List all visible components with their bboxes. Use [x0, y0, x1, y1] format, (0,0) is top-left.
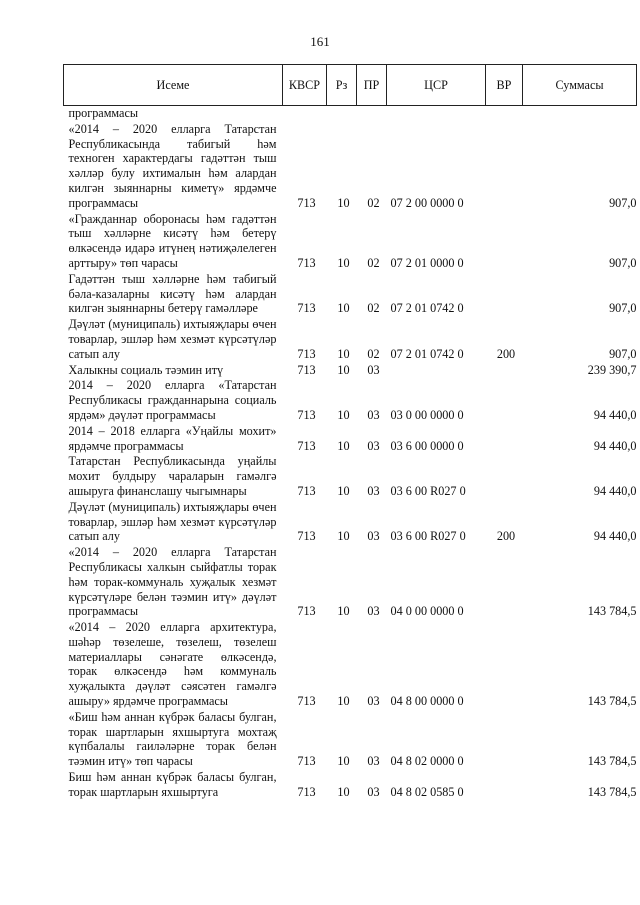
cell-csr: 03 0 00 0000 0 — [390, 407, 464, 422]
cell-kvsr: 713 — [297, 195, 316, 210]
cell-rz: 10 — [337, 438, 350, 453]
cell-vr — [486, 271, 523, 316]
table-row — [64, 316, 637, 361]
cell-kvsr: 713 — [297, 483, 316, 498]
cell-pr: 03 — [367, 694, 380, 709]
cell-pr — [357, 106, 387, 121]
cell-name: «Биш һәм аннан күбрәк баласы булган, торак шартларын яхшыртуга мохтаҗ күпбалалы гаиләләрне торак белән тәэмин итү» төп чарасы — [68, 709, 277, 769]
cell-rz: 10 — [337, 407, 350, 422]
cell-sum: 143 784,5 — [587, 784, 637, 799]
cell-pr: 03 — [367, 362, 380, 377]
cell-rz: 10 — [337, 362, 350, 377]
table-row — [64, 544, 637, 619]
cell-name: Биш һәм аннан күбрәк баласы булган, торак шартларын яхшыртуга — [68, 770, 277, 799]
table-row — [64, 709, 637, 769]
cell-name: Гадәттән тыш хәлләрне һәм табигый бәла-казаларны кисәтү һәм алардан килгән зыяннарны бетерү гамәлләре — [68, 271, 277, 316]
cell-kvsr: 713 — [297, 362, 316, 377]
cell-name: 2014 – 2020 елларга «Татарстан Республикасы гражданнарына социаль ярдәм» дәүләт программасы — [68, 378, 277, 422]
cell-pr: 03 — [367, 784, 380, 799]
header-vr: ВР — [486, 65, 523, 106]
table-row — [64, 499, 637, 544]
cell-csr: 07 2 01 0742 0 — [390, 346, 464, 361]
header-csr: ЦСР — [387, 65, 486, 106]
cell-rz: 10 — [337, 604, 350, 619]
cell-rz: 10 — [337, 195, 350, 210]
budget-table — [63, 64, 637, 800]
table-row — [64, 619, 637, 709]
cell-csr — [387, 362, 486, 378]
cell-sum: 94 440,0 — [593, 407, 637, 422]
cell-rz: 10 — [337, 346, 350, 361]
cell-vr — [486, 121, 523, 211]
cell-rz: 10 — [337, 754, 350, 769]
cell-kvsr: 713 — [297, 255, 316, 270]
cell-vr — [486, 769, 523, 800]
cell-sum: 143 784,5 — [587, 754, 637, 769]
cell-name: Дәүләт (муниципаль) ихтыяҗлары өчен товарлар, эшләр һәм хезмәт күрсәтүләр сатып алу — [68, 499, 277, 544]
cell-pr: 02 — [367, 255, 380, 270]
cell-vr — [486, 709, 523, 769]
cell-name: 2014 – 2018 елларга «Уңайлы мохит» ярдәмче программасы — [68, 423, 277, 453]
cell-rz: 10 — [337, 529, 350, 544]
cell-rz — [327, 106, 357, 121]
cell-sum: 907,0 — [609, 301, 637, 316]
cell-csr: 04 8 02 0585 0 — [390, 784, 464, 799]
cell-name: «2014 – 2020 елларга архитектура, шәһәр төзелеше, төзелеш, төзелеш материаллары сәнәгате өлкәсендә, торак өлкәсендә һәм коммуналь хуҗалыкта дәүләт сәясәтен гамәлгә ашыру» ярдәмче программасы — [68, 620, 277, 709]
cell-kvsr: 713 — [297, 529, 316, 544]
cell-name: «2014 – 2020 елларга Татарстан Республикасы халкын сыйфатлы торак һәм торак-коммуналь хуҗалык хезмәт күрсәтүләре белән тәэмин итү» дәүләт программасы — [68, 545, 277, 619]
cell-sum: 907,0 — [609, 195, 637, 210]
cell-csr — [387, 106, 486, 121]
cell-pr: 03 — [367, 754, 380, 769]
cell-sum: 907,0 — [609, 255, 637, 270]
table-row — [64, 423, 637, 454]
cell-kvsr: 713 — [297, 346, 316, 361]
cell-pr: 02 — [367, 301, 380, 316]
cell-sum: 94 440,0 — [593, 483, 637, 498]
cell-csr: 03 6 00 0000 0 — [390, 438, 464, 453]
header-pr: ПР — [357, 65, 387, 106]
cell-pr: 03 — [367, 438, 380, 453]
table-header-row — [64, 65, 637, 106]
cell-sum — [523, 106, 637, 121]
cell-vr: 200 — [496, 529, 516, 544]
cell-csr: 07 2 00 0000 0 — [390, 195, 464, 210]
cell-kvsr: 713 — [297, 438, 316, 453]
cell-vr — [486, 106, 523, 121]
cell-kvsr: 713 — [297, 784, 316, 799]
header-name: Исеме — [64, 65, 283, 106]
cell-rz: 10 — [337, 255, 350, 270]
cell-sum: 143 784,5 — [587, 604, 637, 619]
cell-sum: 143 784,5 — [587, 694, 637, 709]
cell-name: «Гражданнар оборонасы һәм гадәттән тыш хәлләрне кисәтү һәм бетерү өлкәсендә идарә итүнең нәтиҗәлелеген арттыру» төп чарасы — [68, 211, 277, 270]
page-number: 161 — [310, 34, 330, 49]
cell-pr: 03 — [367, 529, 380, 544]
cell-csr: 03 6 00 R027 0 — [390, 483, 466, 498]
cell-name: Дәүләт (муниципаль) ихтыяҗлары өчен товарлар, эшләр һәм хезмәт күрсәтүләр сатып алу — [68, 317, 277, 361]
table-row — [64, 121, 637, 211]
cell-vr: 200 — [496, 346, 516, 361]
cell-kvsr — [283, 106, 327, 121]
cell-csr: 07 2 01 0000 0 — [390, 255, 464, 270]
table-row — [64, 271, 637, 316]
cell-name: программасы — [68, 106, 139, 120]
cell-csr: 04 8 00 0000 0 — [390, 694, 464, 709]
table-row — [64, 362, 637, 378]
cell-vr — [486, 619, 523, 709]
cell-kvsr: 713 — [297, 694, 316, 709]
cell-rz: 10 — [337, 301, 350, 316]
cell-vr — [486, 544, 523, 619]
cell-kvsr: 713 — [297, 407, 316, 422]
cell-name: «2014 – 2020 елларга Татарстан Республикасында табигый һәм техноген характердагы гадәттән тыш хәлләр булу ихтималын һәм алардан килгән зыяннарны киметү» ярдәмче программасы — [68, 121, 277, 210]
cell-name: Татарстан Республикасында уңайлы мохит булдыру чараларын гамәлгә ашыруга финанслашу чыгымнары — [68, 454, 277, 498]
cell-kvsr: 713 — [297, 604, 316, 619]
header-rz: Рз — [327, 65, 357, 106]
cell-vr — [486, 453, 523, 498]
table-row — [64, 377, 637, 422]
cell-name: Халыкны социаль тәэмин итү — [68, 362, 224, 377]
cell-rz: 10 — [337, 784, 350, 799]
table-row — [64, 769, 637, 800]
cell-csr: 04 8 02 0000 0 — [390, 754, 464, 769]
cell-vr — [486, 362, 523, 378]
cell-vr — [486, 377, 523, 422]
cell-sum: 907,0 — [609, 346, 637, 361]
cell-sum: 239 390,7 — [587, 362, 637, 377]
cell-pr: 03 — [367, 483, 380, 498]
table-row — [64, 106, 637, 121]
header-kvsr: КВСР — [283, 65, 327, 106]
cell-pr: 02 — [367, 346, 380, 361]
cell-sum: 94 440,0 — [593, 529, 637, 544]
cell-csr: 07 2 01 0742 0 — [390, 301, 464, 316]
header-sum: Суммасы — [523, 65, 637, 106]
cell-kvsr: 713 — [297, 754, 316, 769]
cell-vr — [486, 211, 523, 271]
cell-vr — [486, 423, 523, 454]
cell-pr: 02 — [367, 195, 380, 210]
cell-pr: 03 — [367, 604, 380, 619]
table-row — [64, 211, 637, 271]
cell-csr: 03 6 00 R027 0 — [390, 529, 466, 544]
cell-rz: 10 — [337, 483, 350, 498]
cell-csr: 04 0 00 0000 0 — [390, 604, 464, 619]
cell-pr: 03 — [367, 407, 380, 422]
cell-kvsr: 713 — [297, 301, 316, 316]
table-row — [64, 453, 637, 498]
cell-sum: 94 440,0 — [593, 438, 637, 453]
cell-rz: 10 — [337, 694, 350, 709]
